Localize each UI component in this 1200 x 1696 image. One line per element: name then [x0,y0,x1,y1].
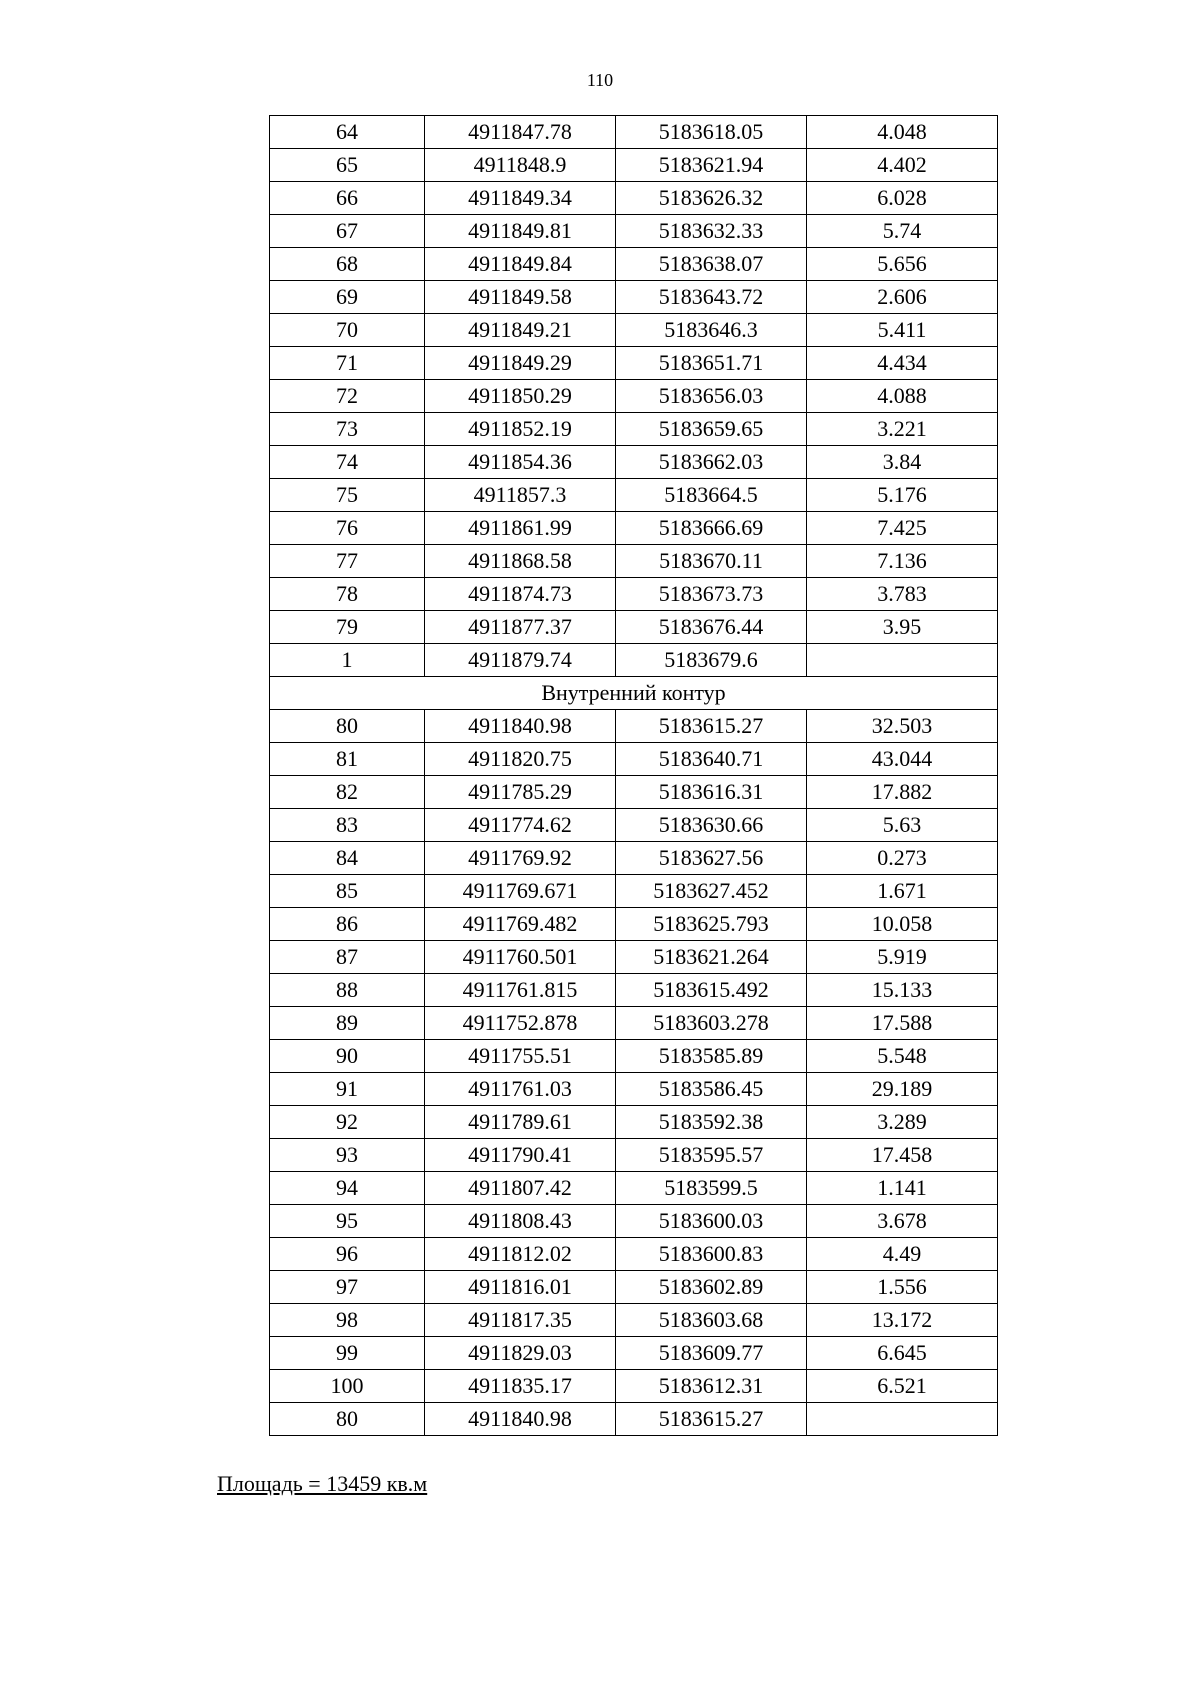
x-coordinate-cell: 4911761.03 [425,1073,616,1106]
point-number-cell: 70 [270,314,425,347]
point-number-cell: 71 [270,347,425,380]
point-number-cell: 100 [270,1370,425,1403]
table-row [270,347,998,380]
y-coordinate-cell: 5183609.77 [616,1337,807,1370]
point-number-cell: 81 [270,743,425,776]
distance-cell: 3.95 [807,611,998,644]
point-number-cell: 74 [270,446,425,479]
outer-contour-rows [270,116,998,677]
y-coordinate-cell: 5183615.27 [616,710,807,743]
page-number: 110 [586,70,614,90]
distance-cell: 5.63 [807,809,998,842]
y-coordinate-cell: 5183625.793 [616,908,807,941]
x-coordinate-cell: 4911808.43 [425,1205,616,1238]
y-coordinate-cell: 5183618.05 [616,116,807,149]
y-coordinate-cell: 5183676.44 [616,611,807,644]
point-number-cell: 93 [270,1139,425,1172]
point-number-cell: 97 [270,1271,425,1304]
table-row [270,611,998,644]
distance-cell: 43.044 [807,743,998,776]
distance-cell: 17.588 [807,1007,998,1040]
point-number-cell: 89 [270,1007,425,1040]
y-coordinate-cell: 5183646.3 [616,314,807,347]
table-row [270,809,998,842]
y-coordinate-cell: 5183627.452 [616,875,807,908]
distance-cell: 13.172 [807,1304,998,1337]
x-coordinate-cell: 4911790.41 [425,1139,616,1172]
y-coordinate-cell: 5183600.83 [616,1238,807,1271]
x-coordinate-cell: 4911847.78 [425,116,616,149]
coordinates-table [269,115,998,1436]
y-coordinate-cell: 5183603.68 [616,1304,807,1337]
x-coordinate-cell: 4911817.35 [425,1304,616,1337]
point-number-cell: 65 [270,149,425,182]
table-row [270,776,998,809]
table-row [270,941,998,974]
point-number-cell: 85 [270,875,425,908]
distance-cell: 29.189 [807,1073,998,1106]
table-row [270,1337,998,1370]
table-row [270,248,998,281]
x-coordinate-cell: 4911769.482 [425,908,616,941]
point-number-cell: 79 [270,611,425,644]
x-coordinate-cell: 4911816.01 [425,1271,616,1304]
distance-cell: 7.136 [807,545,998,578]
distance-cell: 3.678 [807,1205,998,1238]
y-coordinate-cell: 5183621.264 [616,941,807,974]
table-row [270,1271,998,1304]
y-coordinate-cell: 5183599.5 [616,1172,807,1205]
table-row [270,743,998,776]
y-coordinate-cell: 5183662.03 [616,446,807,479]
distance-cell: 17.882 [807,776,998,809]
x-coordinate-cell: 4911769.92 [425,842,616,875]
y-coordinate-cell: 5183621.94 [616,149,807,182]
point-number-cell: 92 [270,1106,425,1139]
point-number-cell: 73 [270,413,425,446]
y-coordinate-cell: 5183626.32 [616,182,807,215]
table-row [270,314,998,347]
table-row [270,908,998,941]
table-row [270,1304,998,1337]
distance-cell: 3.783 [807,578,998,611]
x-coordinate-cell: 4911874.73 [425,578,616,611]
distance-cell: 6.645 [807,1337,998,1370]
point-number-cell: 88 [270,974,425,1007]
x-coordinate-cell: 4911829.03 [425,1337,616,1370]
point-number-cell: 98 [270,1304,425,1337]
table-row [270,710,998,743]
x-coordinate-cell: 4911849.34 [425,182,616,215]
distance-cell: 4.402 [807,149,998,182]
table-row [270,1238,998,1271]
table-row [270,1370,998,1403]
distance-cell: 15.133 [807,974,998,1007]
y-coordinate-cell: 5183632.33 [616,215,807,248]
point-number-cell: 96 [270,1238,425,1271]
x-coordinate-cell: 4911812.02 [425,1238,616,1271]
y-coordinate-cell: 5183616.31 [616,776,807,809]
table-row [270,413,998,446]
y-coordinate-cell: 5183643.72 [616,281,807,314]
table-row [270,182,998,215]
x-coordinate-cell: 4911840.98 [425,710,616,743]
distance-cell: 4.088 [807,380,998,413]
y-coordinate-cell: 5183627.56 [616,842,807,875]
point-number-cell: 1 [270,644,425,677]
x-coordinate-cell: 4911835.17 [425,1370,616,1403]
distance-cell [807,1403,998,1436]
y-coordinate-cell: 5183630.66 [616,809,807,842]
distance-cell: 3.221 [807,413,998,446]
inner-contour-header [270,677,998,710]
table-row [270,1040,998,1073]
x-coordinate-cell: 4911760.501 [425,941,616,974]
table-row [270,116,998,149]
x-coordinate-cell: 4911850.29 [425,380,616,413]
x-coordinate-cell: 4911849.21 [425,314,616,347]
table-row [270,215,998,248]
y-coordinate-cell: 5183651.71 [616,347,807,380]
point-number-cell: 67 [270,215,425,248]
table-row [270,545,998,578]
point-number-cell: 78 [270,578,425,611]
x-coordinate-cell: 4911755.51 [425,1040,616,1073]
y-coordinate-cell: 5183603.278 [616,1007,807,1040]
point-number-cell: 82 [270,776,425,809]
y-coordinate-cell: 5183679.6 [616,644,807,677]
distance-cell: 5.919 [807,941,998,974]
table-row [270,1139,998,1172]
point-number-cell: 80 [270,710,425,743]
point-number-cell: 76 [270,512,425,545]
distance-cell: 4.048 [807,116,998,149]
distance-cell: 5.411 [807,314,998,347]
table-row [270,644,998,677]
distance-cell: 7.425 [807,512,998,545]
point-number-cell: 66 [270,182,425,215]
point-number-cell: 95 [270,1205,425,1238]
y-coordinate-cell: 5183659.65 [616,413,807,446]
point-number-cell: 75 [270,479,425,512]
x-coordinate-cell: 4911785.29 [425,776,616,809]
table-row [270,1073,998,1106]
table-row [270,578,998,611]
table-row [270,1172,998,1205]
table-row [270,974,998,1007]
distance-cell: 5.74 [807,215,998,248]
x-coordinate-cell: 4911752.878 [425,1007,616,1040]
point-number-cell: 83 [270,809,425,842]
point-number-cell: 84 [270,842,425,875]
y-coordinate-cell: 5183592.38 [616,1106,807,1139]
distance-cell: 1.141 [807,1172,998,1205]
point-number-cell: 72 [270,380,425,413]
y-coordinate-cell: 5183666.69 [616,512,807,545]
point-number-cell: 86 [270,908,425,941]
y-coordinate-cell: 5183585.89 [616,1040,807,1073]
distance-cell: 3.84 [807,446,998,479]
distance-cell: 32.503 [807,710,998,743]
x-coordinate-cell: 4911774.62 [425,809,616,842]
x-coordinate-cell: 4911840.98 [425,1403,616,1436]
distance-cell: 1.671 [807,875,998,908]
table-row [270,1205,998,1238]
x-coordinate-cell: 4911820.75 [425,743,616,776]
x-coordinate-cell: 4911849.58 [425,281,616,314]
table-row [270,1106,998,1139]
y-coordinate-cell: 5183656.03 [616,380,807,413]
x-coordinate-cell: 4911761.815 [425,974,616,1007]
x-coordinate-cell: 4911854.36 [425,446,616,479]
y-coordinate-cell: 5183670.11 [616,545,807,578]
x-coordinate-cell: 4911877.37 [425,611,616,644]
point-number-cell: 77 [270,545,425,578]
x-coordinate-cell: 4911789.61 [425,1106,616,1139]
distance-cell: 1.556 [807,1271,998,1304]
y-coordinate-cell: 5183615.492 [616,974,807,1007]
distance-cell: 5.176 [807,479,998,512]
y-coordinate-cell: 5183673.73 [616,578,807,611]
table-row [270,875,998,908]
table-row [270,842,998,875]
table-row [270,512,998,545]
inner-contour-label: Внутренний контур [270,677,998,710]
point-number-cell: 90 [270,1040,425,1073]
x-coordinate-cell: 4911868.58 [425,545,616,578]
point-number-cell: 69 [270,281,425,314]
x-coordinate-cell: 4911848.9 [425,149,616,182]
table-row [270,1403,998,1436]
distance-cell: 6.521 [807,1370,998,1403]
section-row [270,677,998,710]
y-coordinate-cell: 5183640.71 [616,743,807,776]
x-coordinate-cell: 4911879.74 [425,644,616,677]
y-coordinate-cell: 5183595.57 [616,1139,807,1172]
point-number-cell: 68 [270,248,425,281]
point-number-cell: 94 [270,1172,425,1205]
table-row [270,281,998,314]
point-number-cell: 80 [270,1403,425,1436]
y-coordinate-cell: 5183586.45 [616,1073,807,1106]
table-row [270,380,998,413]
point-number-cell: 91 [270,1073,425,1106]
point-number-cell: 64 [270,116,425,149]
table-row [270,446,998,479]
distance-cell: 4.434 [807,347,998,380]
y-coordinate-cell: 5183638.07 [616,248,807,281]
distance-cell: 5.548 [807,1040,998,1073]
distance-cell: 2.606 [807,281,998,314]
x-coordinate-cell: 4911861.99 [425,512,616,545]
y-coordinate-cell: 5183615.27 [616,1403,807,1436]
distance-cell: 3.289 [807,1106,998,1139]
x-coordinate-cell: 4911857.3 [425,479,616,512]
x-coordinate-cell: 4911769.671 [425,875,616,908]
point-number-cell: 99 [270,1337,425,1370]
point-number-cell: 87 [270,941,425,974]
y-coordinate-cell: 5183664.5 [616,479,807,512]
table-row [270,1007,998,1040]
x-coordinate-cell: 4911849.84 [425,248,616,281]
distance-cell: 4.49 [807,1238,998,1271]
x-coordinate-cell: 4911849.81 [425,215,616,248]
area-total: Площадь = 13459 кв.м [217,1471,428,1496]
x-coordinate-cell: 4911852.19 [425,413,616,446]
distance-cell: 5.656 [807,248,998,281]
table-row [270,149,998,182]
distance-cell: 17.458 [807,1139,998,1172]
inner-contour-rows [270,710,998,1436]
x-coordinate-cell: 4911807.42 [425,1172,616,1205]
x-coordinate-cell: 4911849.29 [425,347,616,380]
distance-cell: 0.273 [807,842,998,875]
distance-cell: 10.058 [807,908,998,941]
distance-cell: 6.028 [807,182,998,215]
table-row [270,479,998,512]
distance-cell [807,644,998,677]
y-coordinate-cell: 5183612.31 [616,1370,807,1403]
y-coordinate-cell: 5183602.89 [616,1271,807,1304]
y-coordinate-cell: 5183600.03 [616,1205,807,1238]
